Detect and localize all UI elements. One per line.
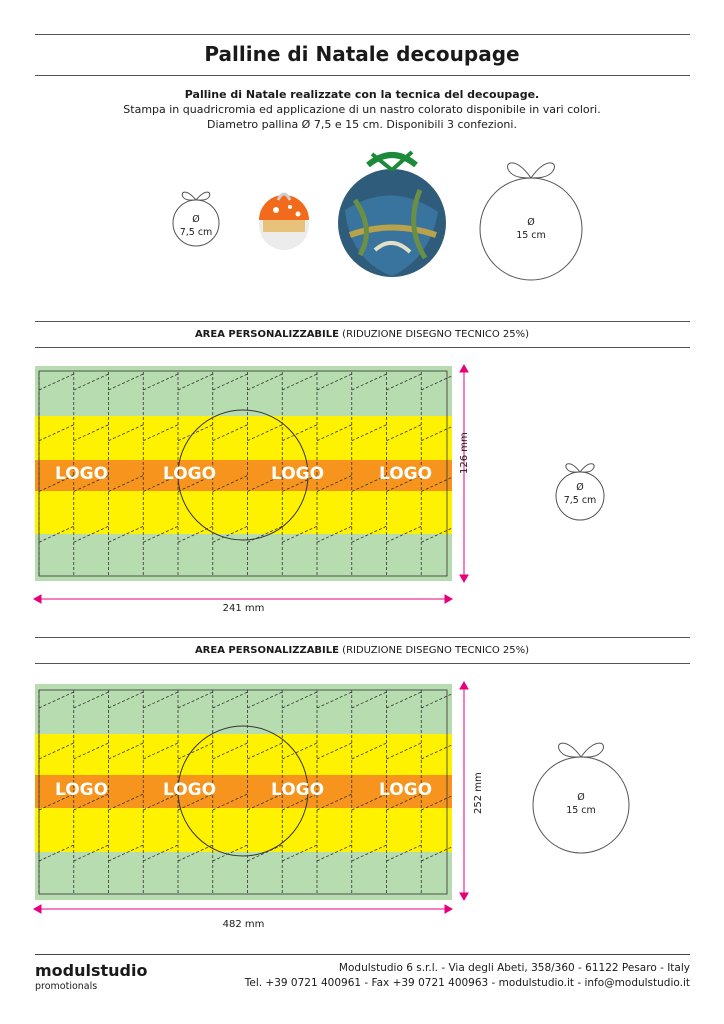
section2-height-arrow-bottom bbox=[460, 893, 468, 900]
small-ball-symbol: Ø bbox=[192, 214, 200, 225]
section2-width-arrow-right bbox=[445, 905, 452, 913]
section1-width-label: 241 mm bbox=[222, 603, 265, 614]
painted-ball-photo bbox=[338, 152, 446, 277]
section2-ball-label bbox=[557, 791, 605, 817]
section2-height-arrow-top bbox=[460, 682, 468, 689]
large-ball-symbol: Ø bbox=[527, 217, 535, 228]
section2-ball-size: 15 cm bbox=[566, 805, 596, 816]
section1-height-arrow-bottom bbox=[460, 575, 468, 582]
section1-height-arrow-top bbox=[460, 365, 468, 372]
section2-logo-3: LOGO bbox=[271, 780, 325, 800]
section1-logo-3: LOGO bbox=[271, 464, 325, 484]
footer-address: Modulstudio 6 s.r.l. - Via degli Abeti, 358/360 - 61122 Pesaro - Italy bbox=[338, 962, 690, 974]
section2-title-rest: (RIDUZIONE DISEGNO TECNICO 25%) bbox=[338, 645, 530, 656]
section1-logo-2: LOGO bbox=[163, 464, 217, 484]
section1-width-arrow-left bbox=[34, 595, 41, 603]
section1-logo-1: LOGO bbox=[55, 464, 109, 484]
section1-width-arrow-right bbox=[445, 595, 452, 603]
section1-dimensions bbox=[30, 360, 480, 610]
section2-ball-symbol: Ø bbox=[577, 792, 585, 803]
section1-ball-size: 7,5 cm bbox=[563, 495, 597, 506]
large-ball-label bbox=[507, 216, 555, 242]
footer-rule bbox=[35, 954, 690, 955]
brand-logo: modulstudio bbox=[35, 961, 148, 980]
section2-top-rule bbox=[35, 637, 690, 638]
section2-title bbox=[0, 645, 724, 656]
section2-bottom-rule bbox=[35, 663, 690, 664]
small-ball-label bbox=[172, 213, 220, 239]
section2-dimensions bbox=[30, 676, 480, 926]
orange-ball-photo bbox=[259, 194, 309, 250]
section1-title bbox=[0, 329, 724, 340]
section1-top-rule bbox=[35, 321, 690, 322]
title-rule bbox=[35, 75, 690, 76]
intro-line-1: Palline di Natale realizzate con la tecnica del decoupage. bbox=[184, 88, 540, 101]
section2-logo-2: LOGO bbox=[163, 780, 217, 800]
section1-title-rest: (RIDUZIONE DISEGNO TECNICO 25%) bbox=[338, 329, 530, 340]
intro-line-3: Diametro pallina Ø 7,5 e 15 cm. Disponibili 3 confezioni. bbox=[207, 118, 517, 131]
section1-ball-label bbox=[556, 481, 604, 507]
brand-subtitle: promotionals bbox=[35, 981, 98, 992]
large-ball-size: 15 cm bbox=[516, 230, 546, 241]
section2-height-label: 252 mm bbox=[473, 772, 484, 814]
footer-contacts: Tel. +39 0721 400961 - Fax +39 0721 400963 - modulstudio.it - info@modulstudio.it bbox=[244, 977, 690, 989]
section2-width-label: 482 mm bbox=[222, 919, 265, 930]
section2-width-arrow-left bbox=[34, 905, 41, 913]
section2-logo-4: LOGO bbox=[379, 780, 433, 800]
section1-bottom-rule bbox=[35, 347, 690, 348]
section2-title-bold: AREA PERSONALIZZABILE bbox=[194, 645, 339, 656]
top-rule bbox=[35, 34, 690, 35]
section2-logo-1: LOGO bbox=[55, 780, 109, 800]
page-title: Palline di Natale decoupage bbox=[204, 42, 520, 66]
section1-height-label: 126 mm bbox=[459, 432, 470, 474]
section1-logo-4: LOGO bbox=[379, 464, 433, 484]
section1-title-bold: AREA PERSONALIZZABILE bbox=[194, 329, 339, 340]
small-ball-size: 7,5 cm bbox=[179, 227, 213, 238]
section1-ball-symbol: Ø bbox=[576, 482, 584, 493]
intro-line-2: Stampa in quadricromia ed applicazione di un nastro colorato disponibile in vari colori. bbox=[123, 103, 601, 116]
balls-illustration bbox=[0, 140, 724, 290]
